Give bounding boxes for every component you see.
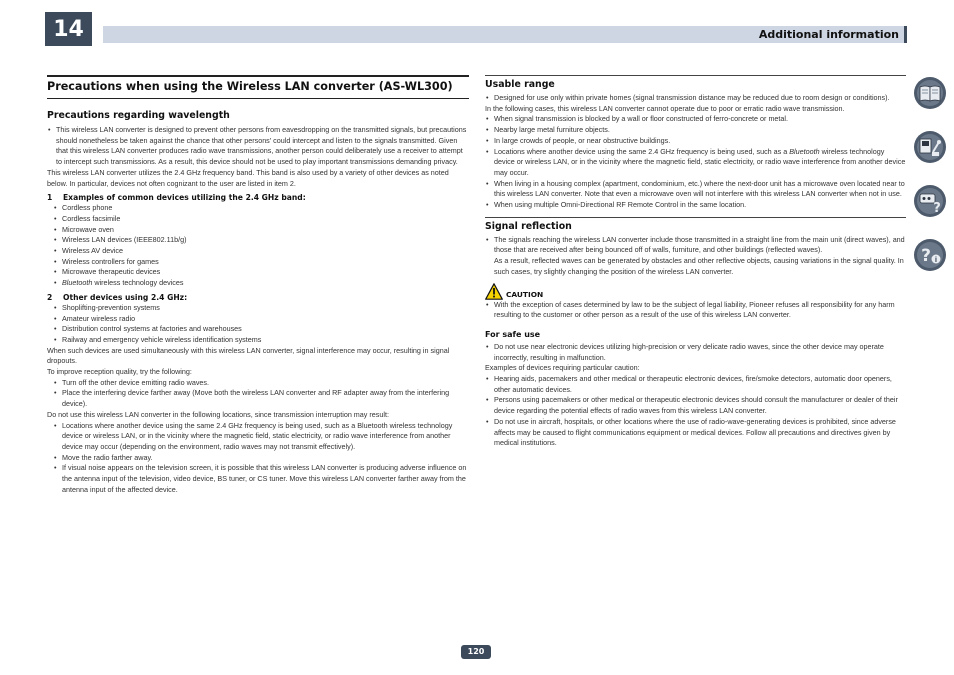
list-item (47, 278, 469, 289)
list-item: • Locations where another device using the same 2.4 GHz frequency is being used, such as a Bluetooth wireless technology device or wireless LAN, or in the vicinity where the magnetic field, static electricity, or radio wave interference from another device may occur (depending on the environment, radio waves may not transmit effectively). (47, 421, 469, 453)
list-item: • Amateur wireless radio (47, 314, 469, 325)
list-item: • Hearing aids, pacemakers and other medical or therapeutic electronic devices, fire/smoke detectors, automatic door openers, other automatic devices. (485, 374, 906, 395)
list-item: • Wireless controllers for games (47, 257, 469, 268)
paragraph: As a result, reflected waves can be generated by obstacles and other reflective objects, causing variations in the signal quality. In such cases, try slightly changing the position of the wireless LAN converter. (494, 256, 904, 276)
list-item-text: wireless technology devices (92, 278, 184, 288)
item1-heading (47, 192, 469, 203)
list-item: • When signal transmission is blocked by a wall or floor constructed of ferro-concrete or metal. (485, 114, 906, 125)
list-item: • Designed for use only within private homes (signal transmission distance may be reduced due to room design or conditions). (485, 93, 906, 104)
paragraph: To improve reception quality, try the following: (47, 367, 192, 377)
list-item-text: wireless technology device or wireless LAN, or in the vicinity where the magnetic field, static electricity, or radio wave interference from another device may occur. (494, 146, 906, 177)
wavelength-bullets (47, 125, 469, 168)
list-item: • Microwave oven (47, 225, 469, 236)
list-item-text: Locations where another device using the same 2.4 GHz frequency is being used, such as a (494, 146, 790, 156)
list-item: • When using multiple Omni-Directional RF Remote Control in the same location. (485, 200, 906, 211)
bluetooth-italic: Bluetooth (62, 278, 93, 288)
list-item (485, 147, 906, 179)
left-column (47, 75, 469, 496)
list-item: • Shoplifting-prevention systems (47, 303, 469, 314)
usable-range-bullets (485, 93, 906, 104)
safe-use-devices (485, 374, 906, 449)
item1-title: Examples of common devices utilizing the 2.4 GHz band: (63, 193, 306, 203)
item1-number: 1 (47, 193, 53, 203)
bluetooth-italic: Bluetooth (789, 146, 820, 156)
list-item: • The signals reaching the wireless LAN converter include those transmitted in a straight line from the main unit (direct waves), and those that are received after being bounced off of walls, furniture, and other buildings (reflected waves). (485, 235, 906, 256)
book-icon[interactable] (913, 76, 947, 110)
page-number: 120 (461, 645, 491, 659)
usable-range-cases (485, 114, 906, 210)
list-item: • This wireless LAN converter is designed to prevent other persons from eavesdropping on the transmitted signals, but precautions should nonetheless be taken against the chance that other persons' could intercept and listen to the signals transmitted. Given that this wireless LAN converter produces radio wave transmissions, another person could deliberately use a receiver to attempt to intercept such transmissions. As a result, this device should not be used to play important transmissions demanding privacy. (47, 125, 469, 168)
paragraph: In the following cases, this wireless LAN converter cannot operate due to poor or erratic radio wave transmission. (485, 103, 845, 113)
warning-icon (485, 283, 503, 300)
list-item: • Wireless AV device (47, 246, 469, 257)
list-item: • Cordless phone (47, 203, 469, 214)
list-item: • With the exception of cases determined by law to be the subject of legal liability, Pioneer refuses all responsibility for any harm resulting to the customer or other person as a result of the use of this wireless LAN converter. (485, 300, 906, 321)
section-title-signal-reflection: Signal reflection (485, 217, 906, 233)
list-item: • Persons using pacemakers or other medical or therapeutic electronic devices should consult the manufacturer or dealer of their device regarding the potential effects of radio waves from this wireless LAN converter. (485, 395, 906, 416)
item2-title: Other devices using 2.4 GHz: (63, 292, 188, 302)
list-item: • Wireless LAN devices (IEEE802.11b/g) (47, 235, 469, 246)
list-item: • When living in a housing complex (apartment, condominium, etc.) where the next-door unit has a microwave oven located near to this wireless LAN converter. Note that even a microwave oven will not interfere with this wireless LAN converter when not in use. (485, 179, 906, 200)
right-column (485, 75, 906, 449)
safe-use-heading: For safe use (485, 329, 541, 339)
list-item: • Do not use near electronic devices utilizing high-precision or very delicate radio waves, since the other device may operate incorrectly, resulting in malfunction. (485, 342, 906, 363)
list-item: • If visual noise appears on the television screen, it is possible that this wireless LAN converter is producing adverse influence on the antenna input of the television, video device, BS tuner, or CS tuner. Move this wireless LAN converter farther away from the antenna input of the affected device. (47, 463, 469, 495)
section-title-wavelength: Precautions regarding wavelength (47, 110, 230, 121)
item2-heading (47, 292, 469, 303)
paragraph: Examples of devices requiring particular caution: (485, 363, 640, 373)
safe-use-bullets (485, 342, 906, 363)
item1-list (47, 203, 469, 289)
list-item: • Turn off the other device emitting radio waves. (47, 378, 469, 389)
page-title: Precautions when using the Wireless LAN converter (AS-WL300) (47, 75, 469, 99)
list-item: • Move the radio farther away. (47, 453, 469, 464)
section-title-usable-range: Usable range (485, 75, 906, 91)
svg-text:?: ? (933, 201, 941, 216)
connection-icon[interactable] (913, 130, 947, 164)
svg-text:?: ? (921, 246, 931, 266)
list-item: • Microwave therapeutic devices (47, 267, 469, 278)
caution-label: CAUTION (506, 289, 544, 299)
list-item: • Cordless facsimile (47, 214, 469, 225)
list-item: • In large crowds of people, or near obstructive buildings. (485, 136, 906, 147)
remote-question-icon[interactable] (913, 184, 947, 218)
caution-heading (485, 280, 906, 300)
signal-bullets (485, 235, 906, 256)
item2-list (47, 303, 469, 346)
list-item: • Place the interfering device farther away (Move both the wireless LAN converter and RF adapter away from the interfering device). (47, 388, 469, 409)
list-item: • Do not use in aircraft, hospitals, or other locations where the use of radio-wave-generating devices is prohibited, since adverse affects may be caused to flight communications equipment or medical devices. Follow all precautions and directives given by medical institutions. (485, 417, 906, 449)
paragraph: Do not use this wireless LAN converter in the following locations, since transmission interruption may result: (47, 409, 389, 419)
item2-number: 2 (47, 292, 53, 302)
paragraph: This wireless LAN converter utilizes the 2.4 GHz frequency band. This band is also used by a variety of other devices as noted below. In particular, devices not often cognizant to the user are listed in item 2. (47, 167, 449, 188)
svg-text:i: i (934, 256, 938, 264)
header-bar (103, 26, 907, 43)
paragraph: When such devices are used simultaneously with this wireless LAN converter, signal interference may occur, resulting in signal dropouts. (47, 345, 450, 366)
caution-bullets (485, 300, 906, 321)
reception-tips-list (47, 378, 469, 410)
header-accent (904, 26, 907, 43)
list-item: • Nearby large metal furniture objects. (485, 125, 906, 136)
list-item: • Railway and emergency vehicle wireless identification systems (47, 335, 469, 346)
help-icon[interactable] (913, 238, 947, 272)
list-item: • Distribution control systems at factories and warehouses (47, 324, 469, 335)
locations-list (47, 421, 469, 496)
header-title: Additional information (758, 28, 899, 41)
chapter-number: 14 (45, 12, 92, 46)
